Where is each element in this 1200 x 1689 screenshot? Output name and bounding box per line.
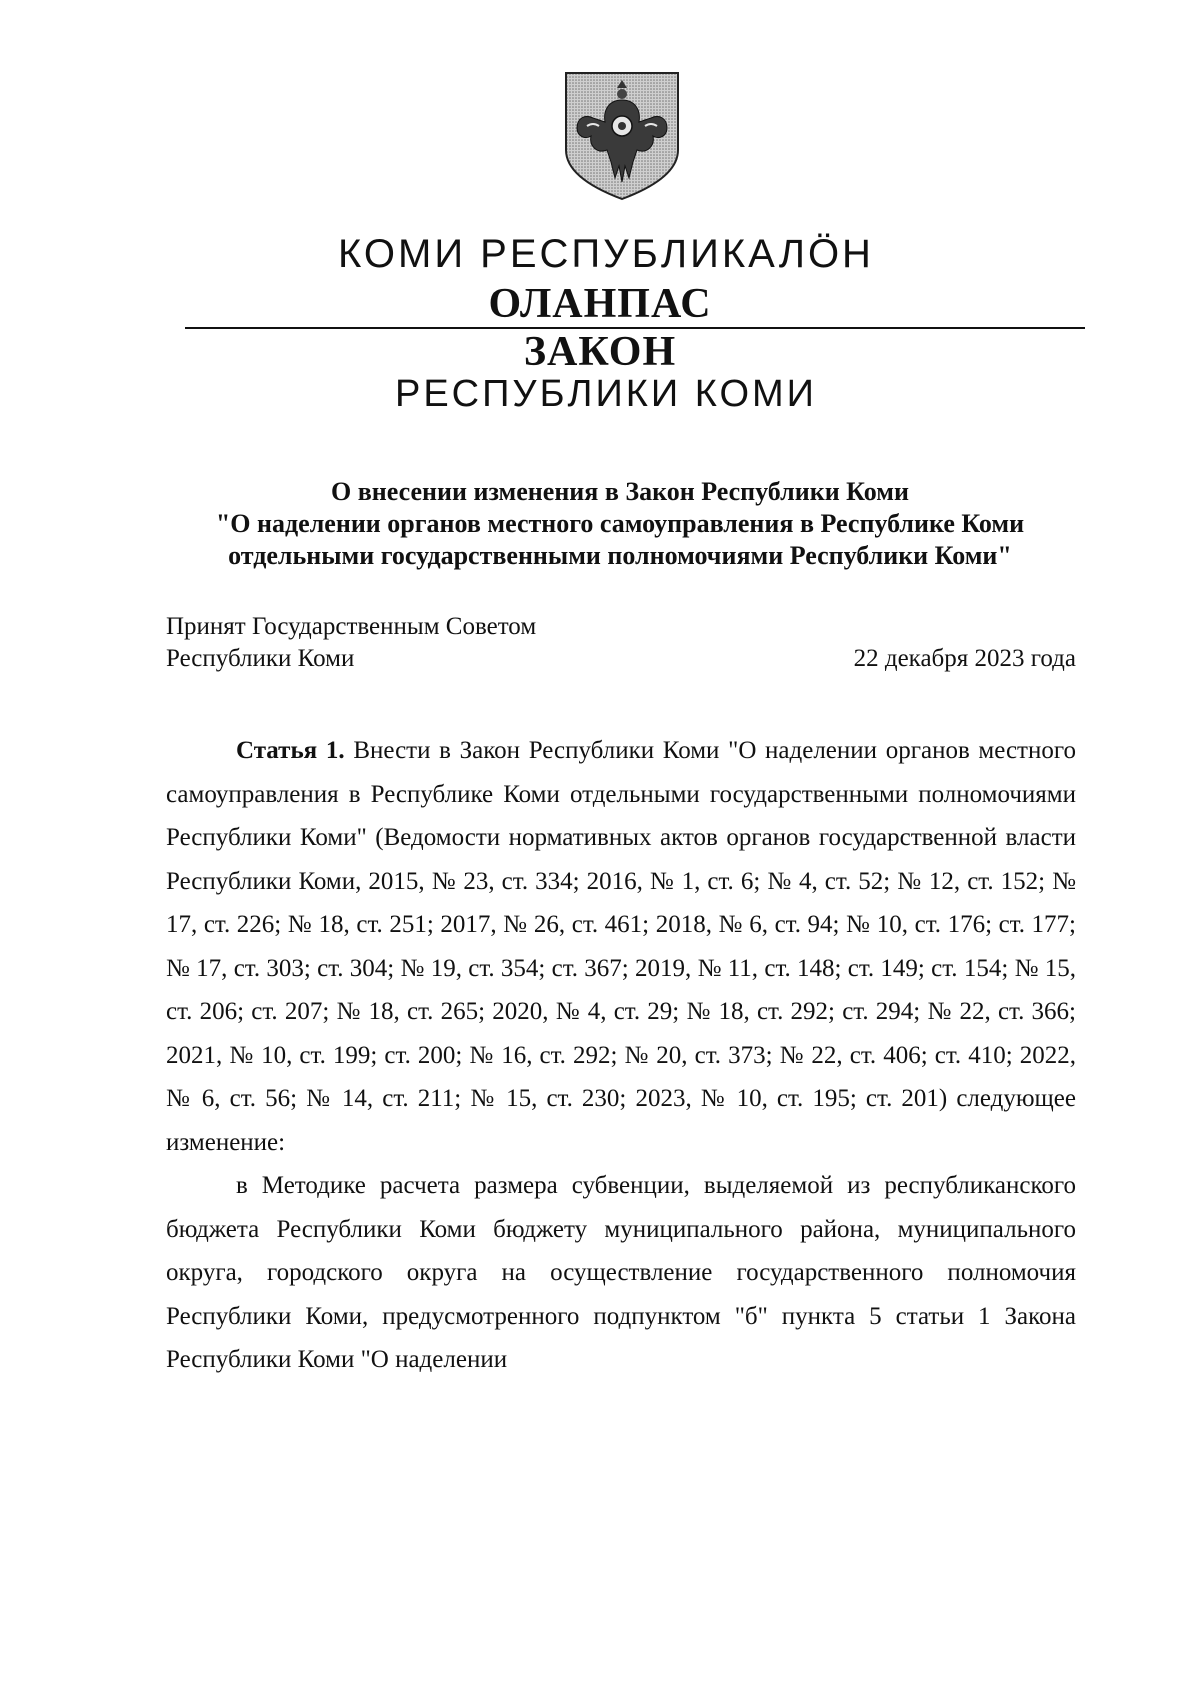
adoption-line-2: Республики Коми bbox=[166, 645, 355, 672]
article-1-paragraph-1 bbox=[166, 729, 1076, 1164]
adoption-block bbox=[166, 611, 1076, 675]
coat-of-arms-emblem bbox=[563, 70, 681, 202]
article-1-label: Статья 1. bbox=[236, 737, 345, 764]
article-1-text: Внести в Закон Республики Коми "О наделении органов местного самоуправления в Республике Коми отдельными государственными полномочиями Республики Коми" (Ведомости нормативных актов органов государственной власти Республики Коми, 2015, № 23, ст. 334; 2016, № 1, ст. 6; № 4, ст. 52; № 12, ст. 152; № 17, ст. 226; № 18, ст. 251; 2017, № 26, ст. 461; 2018, № 6, ст. 94; № 10, ст. 176; ст. 177; № 17, ст. 303; ст. 304; № 19, ст. 354; ст. 367; 2019, № 11, ст. 148; ст. 149; ст. 154; № 15, ст. 206; ст. 207; № 18, ст. 265; 2020, № 4, ст. 29; № 18, ст. 292; ст. 294; № 22, ст. 366; 2021, № 10, ст. 199; ст. 200; № 16, ст. 292; № 20, ст. 373; № 22, ст. 406; ст. 410; 2022, № 6, ст. 56; № 14, ст. 211; № 15, ст. 230; 2023, № 10, ст. 195; ст. 201) следующее изменение: bbox=[166, 737, 1076, 1156]
olanpas-heading: ОЛАНПАС bbox=[488, 281, 712, 327]
adoption-line-1: Принят Государственным Советом bbox=[166, 613, 537, 640]
adoption-date: 22 декабря 2023 года bbox=[853, 645, 1076, 672]
law-title-line-2: "О наделении органов местного самоуправления в Республике Коми bbox=[215, 509, 1025, 538]
zakon-heading: ЗАКОН bbox=[523, 329, 677, 375]
law-title-line-1: О внесении изменения в Закон Республики Коми bbox=[331, 477, 909, 506]
komi-language-header: КОМИ РЕСПУБЛИКАЛӦН bbox=[338, 232, 874, 276]
russian-header: РЕСПУБЛИКИ КОМИ bbox=[394, 373, 817, 415]
law-title bbox=[150, 476, 1090, 572]
article-1-paragraph-2: в Методике расчета размера субвенции, выделяемой из республиканского бюджета Республики Коми бюджету муниципального района, муниципального округа, городского округа на осуществление государственного полномочия Республики Коми, предусмотренного подпунктом "б" пункта 5 статьи 1 Закона Республики Коми "О наделении bbox=[166, 1172, 1076, 1373]
law-title-line-3: отдельными государственными полномочиями Республики Коми" bbox=[228, 541, 1012, 570]
article-1 bbox=[166, 729, 1076, 1382]
